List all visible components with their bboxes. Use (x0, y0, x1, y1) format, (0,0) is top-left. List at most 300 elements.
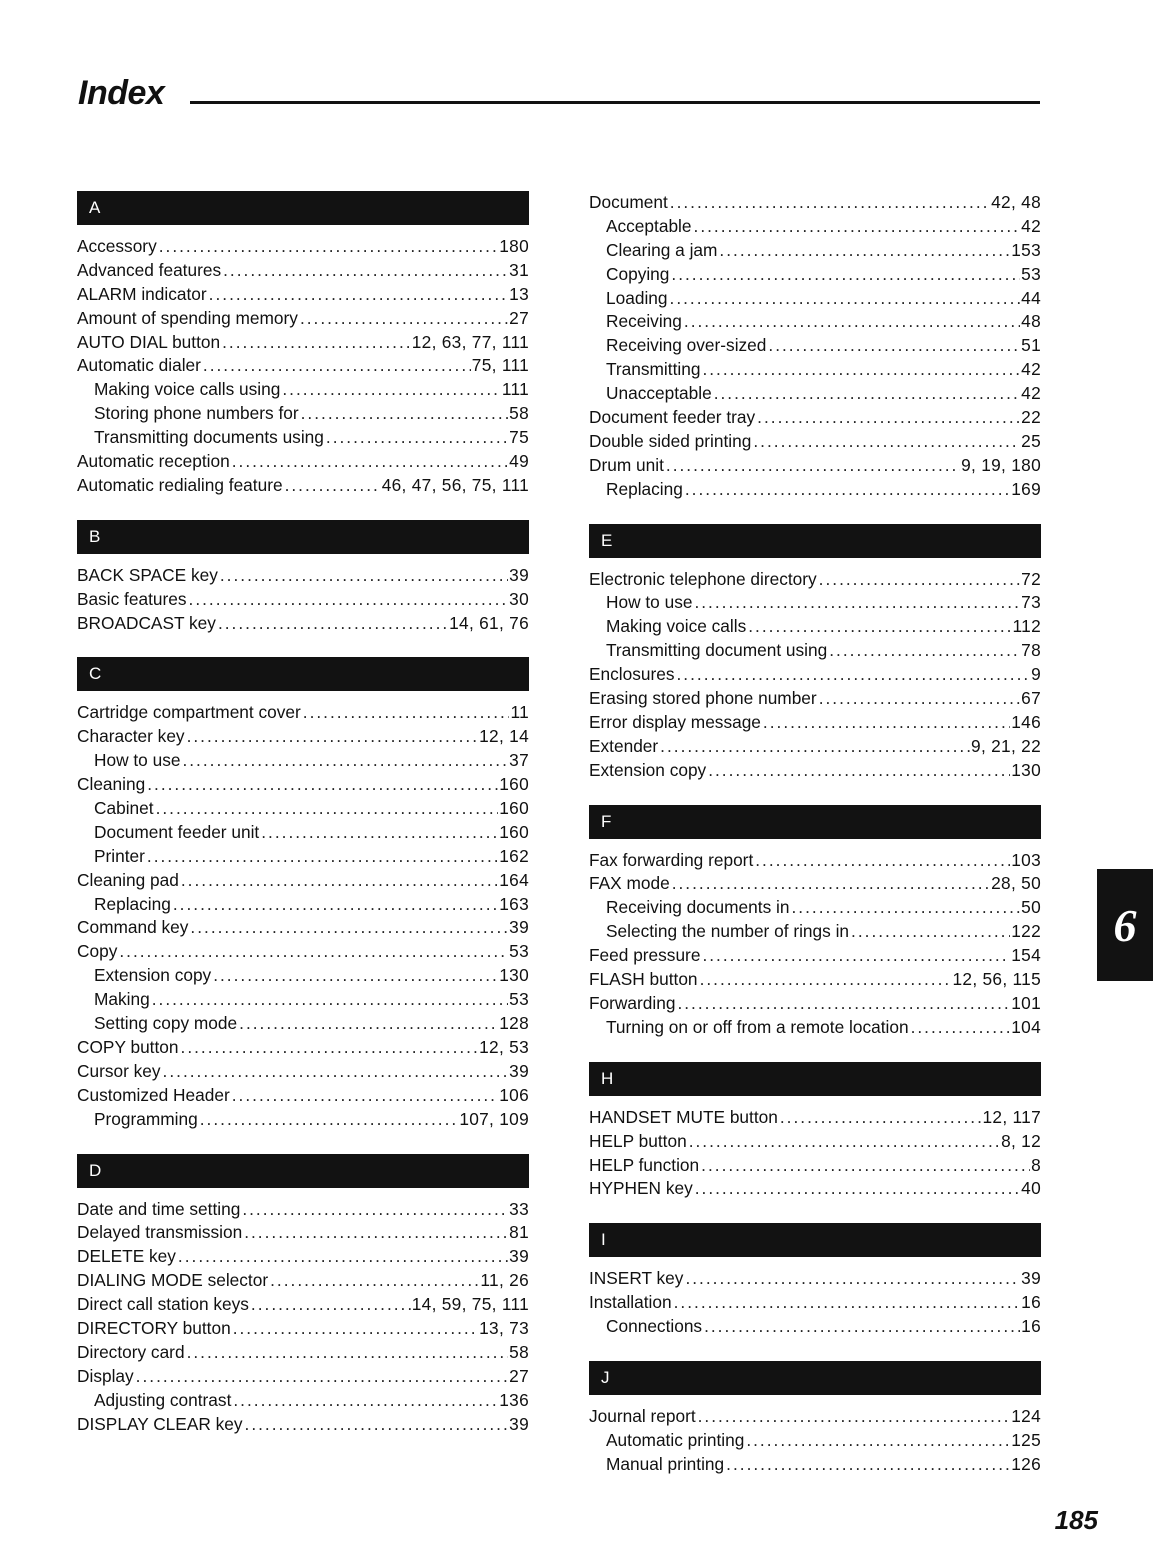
entry-term: Directory card (77, 1341, 185, 1362)
section-header: B (77, 520, 529, 554)
entry-term: HANDSET MUTE button (589, 1106, 778, 1127)
entry-pages: 51 (1021, 335, 1041, 356)
index-entry (77, 1341, 529, 1365)
entry-term: Double sided printing (589, 430, 752, 451)
entry-term: BROADCAST key (77, 612, 216, 633)
entry-term: Copy (77, 941, 118, 962)
index-entry (77, 773, 529, 797)
section-gap (589, 502, 1041, 524)
dot-leader (326, 426, 508, 450)
entry-pages: 130 (499, 965, 529, 986)
entry-pages: 153 (1011, 239, 1041, 260)
entry-pages: 30 (509, 588, 529, 609)
entry-term: Receiving over-sized (606, 335, 767, 356)
dot-leader (791, 896, 1020, 920)
dot-leader (704, 1315, 1020, 1339)
entry-term: Display (77, 1365, 134, 1386)
entry-pages: 104 (1011, 1016, 1041, 1037)
index-subentry (77, 893, 529, 917)
entry-pages: 75, 111 (471, 355, 529, 376)
entry-term: Document (589, 192, 668, 212)
entry-term: Feed pressure (589, 945, 701, 966)
index-entry (77, 354, 529, 378)
entry-pages: 46, 47, 56, 75, 111 (381, 474, 529, 495)
entry-pages: 73 (1021, 592, 1041, 613)
entry-pages: 14, 59, 75, 111 (411, 1294, 529, 1315)
entry-term: Clearing a jam (606, 239, 718, 260)
index-entry (589, 711, 1041, 735)
entry-term: Transmitting document using (606, 640, 828, 661)
entry-term: Setting copy mode (94, 1013, 238, 1034)
entry-pages: 72 (1021, 568, 1041, 589)
section-header: E (589, 524, 1041, 558)
section-header: A (77, 191, 529, 225)
dot-leader (303, 701, 510, 725)
entry-pages: 125 (1011, 1429, 1041, 1450)
index-entry (589, 944, 1041, 968)
entry-term: FLASH button (589, 969, 698, 990)
entry-term: Document feeder tray (589, 407, 756, 428)
title-rule (190, 101, 1040, 104)
index-subentry (589, 334, 1041, 358)
dot-leader (685, 478, 1010, 502)
entry-pages: 53 (1021, 263, 1041, 284)
section-header: F (589, 805, 1041, 839)
index-subentry (77, 402, 529, 426)
dot-leader (674, 1291, 1021, 1315)
entry-pages: 11, 26 (480, 1270, 529, 1291)
index-entry (77, 1245, 529, 1269)
section-gap (77, 498, 529, 520)
dot-leader (698, 1405, 1011, 1429)
dot-leader (152, 988, 508, 1012)
dot-leader (261, 821, 498, 845)
index-entry (589, 191, 1041, 215)
entry-pages: 162 (499, 845, 529, 866)
entry-term: DIALING MODE selector (77, 1270, 269, 1291)
dot-leader (672, 872, 990, 896)
entry-pages: 9, 21, 22 (971, 735, 1041, 756)
entry-term: ALARM indicator (77, 283, 207, 304)
dot-leader (147, 773, 498, 797)
entry-term: Installation (589, 1292, 672, 1313)
index-entry (77, 1269, 529, 1293)
section-header: H (589, 1062, 1041, 1096)
entry-term: Cursor key (77, 1060, 161, 1081)
entry-pages: 9 (1031, 664, 1041, 685)
entry-pages: 12, 63, 77, 111 (411, 331, 529, 352)
section-header: I (589, 1223, 1041, 1257)
index-entry (589, 454, 1041, 478)
entry-term: Making voice calls (606, 616, 747, 637)
dot-leader (181, 1036, 479, 1060)
entry-term: Adjusting contrast (94, 1389, 232, 1410)
entry-pages: 40 (1021, 1178, 1041, 1199)
dot-leader (187, 725, 479, 749)
dot-leader (173, 893, 498, 917)
entry-pages: 81 (509, 1222, 529, 1243)
dot-leader (677, 992, 1010, 1016)
dot-leader (677, 663, 1031, 687)
entry-term: Acceptable (606, 215, 692, 236)
entry-term: Command key (77, 917, 189, 938)
entry-pages: 154 (1011, 945, 1041, 966)
entry-pages: 67 (1021, 688, 1041, 709)
entry-pages: 126 (1011, 1453, 1041, 1474)
entry-term: FAX mode (589, 873, 670, 894)
entry-pages: 169 (1011, 478, 1041, 499)
dot-leader (684, 310, 1020, 334)
dot-leader (701, 1154, 1030, 1178)
index-entry (589, 992, 1041, 1016)
dot-leader (223, 259, 508, 283)
entry-pages: 14, 61, 76 (449, 612, 529, 633)
entry-term: INSERT key (589, 1268, 684, 1289)
index-entry (77, 1036, 529, 1060)
entry-term: Delayed transmission (77, 1222, 243, 1243)
entry-term: Receiving (606, 311, 682, 332)
index-entry (589, 687, 1041, 711)
index-entry (589, 1106, 1041, 1130)
dot-leader (163, 1060, 509, 1084)
index-entry (77, 916, 529, 940)
index-subentry (589, 639, 1041, 663)
index-entry (589, 1291, 1041, 1315)
entry-pages: 160 (499, 821, 529, 842)
index-subentry (77, 1012, 529, 1036)
entry-term: Connections (606, 1316, 703, 1337)
entry-term: Automatic redialing feature (77, 474, 283, 495)
entry-term: Electronic telephone directory (589, 568, 817, 589)
entry-pages: 8, 12 (1001, 1130, 1041, 1151)
index-entry (77, 1317, 529, 1341)
entry-term: Loading (606, 287, 668, 308)
entry-term: Copying (606, 263, 670, 284)
dot-leader (768, 334, 1020, 358)
dot-leader (285, 474, 381, 498)
entry-term: Extension copy (589, 759, 707, 780)
index-entry (589, 1177, 1041, 1201)
dot-leader (726, 1453, 1010, 1477)
section-header: J (589, 1361, 1041, 1395)
entry-term: Cartridge compartment cover (77, 702, 301, 723)
index-entry (589, 406, 1041, 430)
entry-pages: 13 (509, 283, 529, 304)
page-title: Index (78, 74, 165, 112)
entry-term: Replacing (94, 893, 171, 914)
index-subentry (77, 749, 529, 773)
index-entry (77, 725, 529, 749)
entry-pages: 146 (1011, 711, 1041, 732)
entry-pages: 27 (509, 307, 529, 328)
dot-leader (233, 1389, 498, 1413)
section-gap (589, 1339, 1041, 1361)
entry-term: Storing phone numbers for (94, 403, 299, 424)
dot-leader (232, 1084, 499, 1108)
index-entry (589, 968, 1041, 992)
index-subentry (77, 797, 529, 821)
dot-leader (819, 687, 1020, 711)
entry-pages: 164 (499, 869, 529, 890)
index-entry (77, 450, 529, 474)
entry-term: Basic features (77, 588, 187, 609)
dot-leader (695, 1177, 1020, 1201)
dot-leader (702, 358, 1020, 382)
section-gap (589, 783, 1041, 805)
index-entry (77, 1413, 529, 1437)
index-subentry (589, 382, 1041, 406)
entry-term: Extender (589, 735, 659, 756)
index-entry (77, 1084, 529, 1108)
section-gap (77, 635, 529, 657)
entry-term: Accessory (77, 236, 157, 256)
entry-term: Fax forwarding report (589, 849, 754, 870)
entry-term: Journal report (589, 1405, 696, 1426)
entry-term: Customized Header (77, 1084, 230, 1105)
entry-pages: 107, 109 (459, 1108, 529, 1129)
dot-leader (753, 430, 1020, 454)
section-gap (589, 1201, 1041, 1223)
entry-pages: 136 (499, 1389, 529, 1410)
index-subentry (589, 358, 1041, 382)
index-entry (77, 588, 529, 612)
entry-pages: 42, 48 (991, 192, 1041, 212)
index-entry (589, 735, 1041, 759)
entry-term: DELETE key (77, 1246, 176, 1267)
index-subentry (77, 845, 529, 869)
dot-leader (714, 382, 1020, 406)
dot-leader (244, 1221, 508, 1245)
entry-term: Unacceptable (606, 383, 712, 404)
dot-leader (239, 1012, 498, 1036)
entry-term: Character key (77, 726, 185, 747)
entry-term: DIRECTORY button (77, 1317, 231, 1338)
entry-term: Error display message (589, 711, 761, 732)
index-entry (589, 1405, 1041, 1429)
entry-pages: 28, 50 (991, 873, 1041, 894)
entry-pages: 12, 56, 115 (952, 969, 1041, 990)
chapter-tab: 6 (1097, 869, 1153, 981)
entry-term: BACK SPACE key (77, 564, 218, 585)
entry-pages: 39 (509, 1413, 529, 1434)
entry-term: DISPLAY CLEAR key (77, 1413, 243, 1434)
dot-leader (156, 797, 499, 821)
entry-pages: 106 (499, 1084, 529, 1105)
dot-leader (181, 869, 498, 893)
dot-leader (203, 354, 471, 378)
entry-pages: 112 (1012, 616, 1041, 637)
entry-pages: 124 (1011, 1405, 1041, 1426)
index-subentry (77, 426, 529, 450)
entry-term: Extension copy (94, 965, 212, 986)
entry-pages: 16 (1021, 1292, 1041, 1313)
entry-term: Drum unit (589, 454, 664, 475)
index-entry (77, 612, 529, 636)
dot-leader (911, 1016, 1011, 1040)
dot-leader (670, 191, 990, 215)
dot-leader (222, 331, 411, 355)
entry-pages: 11 (510, 702, 529, 723)
entry-term: Erasing stored phone number (589, 688, 817, 709)
index-subentry (77, 964, 529, 988)
index-entry (77, 259, 529, 283)
entry-pages: 42 (1021, 359, 1041, 380)
entry-term: Cabinet (94, 798, 154, 819)
dot-leader (218, 612, 448, 636)
index-subentry (77, 378, 529, 402)
entry-term: AUTO DIAL button (77, 331, 221, 352)
entry-term: HELP function (589, 1154, 700, 1175)
dot-leader (242, 1198, 508, 1222)
page-number: 185 (1054, 1505, 1098, 1535)
entry-pages: 75 (509, 427, 529, 448)
index-entry (589, 759, 1041, 783)
index-entry (77, 869, 529, 893)
entry-pages: 12, 117 (982, 1106, 1041, 1127)
index-subentry (589, 1315, 1041, 1339)
dot-leader (270, 1269, 479, 1293)
entry-pages: 53 (509, 989, 529, 1010)
index-subentry (589, 310, 1041, 334)
entry-term: Selecting the number of rings in (606, 921, 850, 942)
dot-leader (719, 239, 1010, 263)
entry-pages: 25 (1021, 430, 1041, 451)
index-entry (589, 849, 1041, 873)
entry-term: Advanced features (77, 259, 222, 280)
index-subentry (589, 615, 1041, 639)
entry-pages: 44 (1021, 287, 1041, 308)
entry-pages: 27 (509, 1365, 529, 1386)
dot-leader (694, 215, 1021, 239)
index-subentry (77, 821, 529, 845)
index-column-left (77, 191, 529, 1436)
entry-term: Direct call station keys (77, 1294, 249, 1315)
dot-leader (763, 711, 1010, 735)
entry-term: Forwarding (589, 992, 676, 1013)
entry-pages: 39 (509, 564, 529, 585)
index-subentry (589, 896, 1041, 920)
entry-pages: 39 (1021, 1268, 1041, 1289)
entry-pages: 50 (1021, 897, 1041, 918)
entry-pages: 78 (1021, 640, 1041, 661)
dot-leader (301, 402, 509, 426)
entry-pages: 160 (499, 798, 529, 819)
entry-pages: 42 (1021, 215, 1041, 236)
dot-leader (780, 1106, 982, 1130)
index-subentry (589, 263, 1041, 287)
entry-term: Date and time setting (77, 1198, 241, 1219)
index-entry (77, 307, 529, 331)
entry-term: HYPHEN key (589, 1178, 693, 1199)
entry-term: Turning on or off from a remote location (606, 1016, 909, 1037)
dot-leader (708, 759, 1010, 783)
section-header: D (77, 1154, 529, 1188)
index-column-right (589, 191, 1041, 1477)
index-subentry (77, 1108, 529, 1132)
dot-leader (147, 845, 498, 869)
dot-leader (189, 588, 509, 612)
dot-leader (233, 1317, 478, 1341)
index-entry (77, 701, 529, 725)
entry-term: Document feeder unit (94, 821, 260, 842)
index-entry (589, 872, 1041, 896)
entry-pages: 33 (509, 1198, 529, 1219)
index-entry (589, 1267, 1041, 1291)
dot-leader (689, 1130, 1000, 1154)
index-entry (77, 564, 529, 588)
dot-leader (757, 406, 1020, 430)
index-entry (77, 283, 529, 307)
entry-pages: 130 (1011, 759, 1041, 780)
entry-pages: 58 (509, 403, 529, 424)
index-subentry (589, 920, 1041, 944)
dot-leader (245, 1413, 509, 1437)
dot-leader (136, 1365, 509, 1389)
index-entry (589, 430, 1041, 454)
entry-pages: 111 (501, 379, 529, 400)
entry-term: COPY button (77, 1036, 179, 1057)
entry-pages: 39 (509, 1060, 529, 1081)
entry-pages: 49 (509, 451, 529, 472)
dot-leader (251, 1293, 411, 1317)
entry-pages: 53 (509, 941, 529, 962)
index-subentry (77, 988, 529, 1012)
index-entry (589, 1154, 1041, 1178)
entry-term: Receiving documents in (606, 897, 790, 918)
entry-term: Amount of spending memory (77, 307, 298, 328)
dot-leader (119, 940, 508, 964)
entry-term: Printer (94, 845, 145, 866)
index-entry (589, 1130, 1041, 1154)
dot-leader (200, 1108, 459, 1132)
entry-term: Cleaning (77, 774, 146, 795)
dot-leader (700, 968, 952, 992)
entry-pages: 160 (499, 774, 529, 795)
index-entry (77, 1221, 529, 1245)
entry-pages: 8 (1031, 1154, 1041, 1175)
index-entry (77, 1198, 529, 1222)
entry-term: Enclosures (589, 664, 675, 685)
section-gap (589, 1040, 1041, 1062)
entry-pages: 128 (499, 1013, 529, 1034)
entry-pages: 103 (1011, 849, 1041, 870)
entry-pages: 13, 73 (479, 1317, 529, 1338)
entry-pages: 58 (509, 1341, 529, 1362)
dot-leader (746, 1429, 1010, 1453)
entry-term: Automatic dialer (77, 355, 201, 376)
dot-leader (671, 263, 1020, 287)
index-subentry (589, 1016, 1041, 1040)
entry-term: Automatic reception (77, 451, 230, 472)
entry-pages: 12, 14 (479, 726, 529, 747)
index-entry (77, 1365, 529, 1389)
dot-leader (220, 564, 508, 588)
entry-pages: 180 (499, 236, 529, 256)
dot-leader (694, 591, 1020, 615)
entry-term: Replacing (606, 478, 683, 499)
dot-leader (282, 378, 500, 402)
index-entry (77, 331, 529, 355)
index-entry (77, 1060, 529, 1084)
entry-term: Cleaning pad (77, 869, 179, 890)
entry-term: Transmitting documents using (94, 427, 324, 448)
dot-leader (159, 235, 499, 259)
dot-leader (851, 920, 1010, 944)
entry-pages: 42 (1021, 383, 1041, 404)
index-subentry (589, 478, 1041, 502)
index-subentry (589, 215, 1041, 239)
index-entry (77, 474, 529, 498)
